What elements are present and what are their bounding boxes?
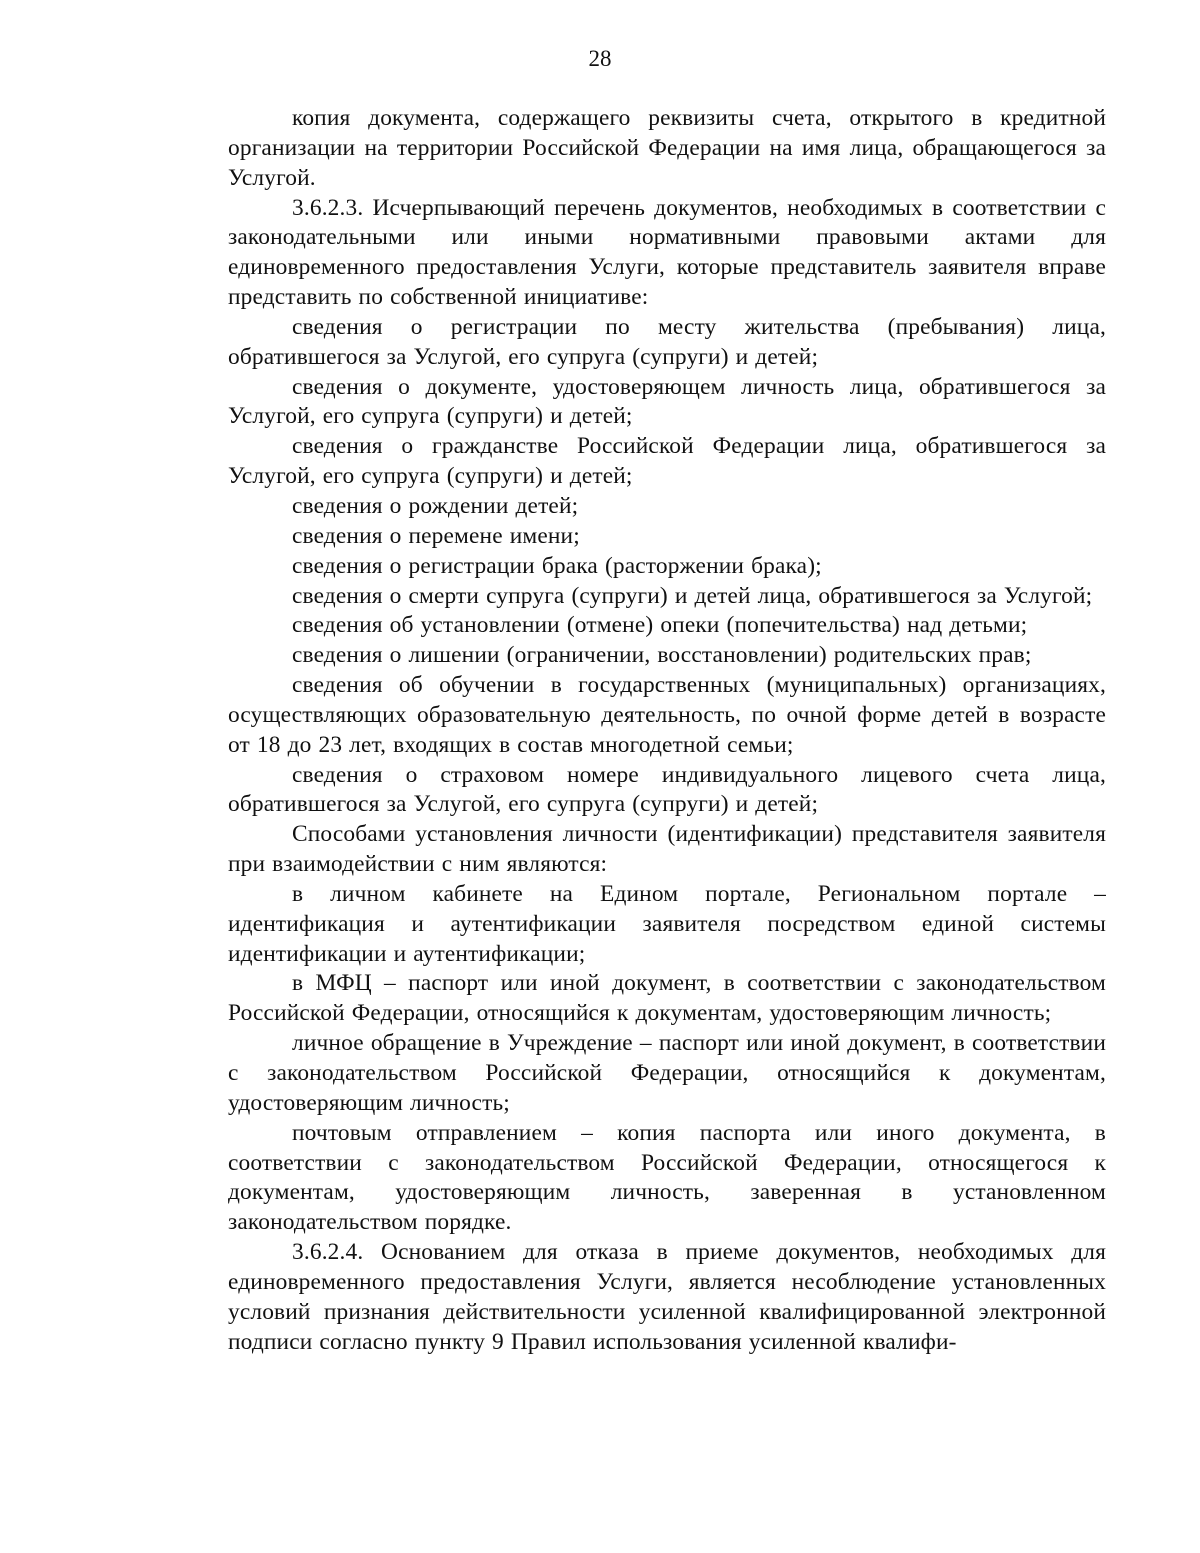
document-body bbox=[228, 104, 1106, 1357]
paragraph: сведения о регистрации по месту жительства (пребывания) лица, обратившегося за Услугой, его супруга (супруги) и детей; bbox=[228, 313, 1106, 370]
paragraph: сведения о перемене имени; bbox=[292, 522, 580, 549]
paragraph: сведения о регистрации брака (расторжении брака); bbox=[292, 552, 822, 579]
paragraph: сведения о смерти супруга (супруги) и детей лица, обратившегося за Услугой; bbox=[292, 582, 1093, 609]
paragraph: почтовым отправлением – копия паспорта или иного документа, в соответствии с законодательством Российской Федерации, относящегося к документам, удостоверяющим личность, заверенная в установленном законодательством порядке. bbox=[228, 1119, 1106, 1236]
paragraph: личное обращение в Учреждение – паспорт или иной документ, в соответствии с законодательством Российской Федерации, относящийся к документам, удостоверяющим личность; bbox=[228, 1030, 1106, 1116]
paragraph: в личном кабинете на Едином портале, Региональном портале – идентификация и аутентификации заявителя посредством единой системы идентификации и аутентификации; bbox=[228, 880, 1106, 967]
paragraph: сведения об обучении в государственных (муниципальных) организациях, осуществляющих образовательную деятельность, по очной форме детей в возрасте от 18 до 23 лет, входящих в состав многодетной семьи; bbox=[228, 672, 1106, 758]
paragraph: Способами установления личности (идентификации) представителя заявителя при взаимодействии с ним являются: bbox=[228, 821, 1106, 878]
paragraph: 3.6.2.4. Основанием для отказа в приеме документов, необходимых для единовременного предоставления Услуги, является несоблюдение установленных условий признания действительности усиленной квалифицированной электронной подписи согласно пункту 9 Правил использования усиленной квалифи- bbox=[228, 1239, 1106, 1355]
page-number: 28 bbox=[588, 46, 612, 71]
paragraph: 3.6.2.3. Исчерпывающий перечень документов, необходимых в соответствии с законодательными или иными нормативными правовыми актами для единовременного предоставления Услуги, которые представитель заявителя вправе представить по собственной инициативе: bbox=[228, 194, 1106, 311]
paragraph: сведения о лишении (ограничении, восстановлении) родительских прав; bbox=[292, 642, 1032, 669]
paragraph: в МФЦ – паспорт или иной документ, в соответствии с законодательством Российской Федерации, относящийся к документам, удостоверяющим личность; bbox=[228, 970, 1106, 1027]
paragraph: сведения о гражданстве Российской Федерации лица, обратившегося за Услугой, его супруга (супруги) и детей; bbox=[228, 433, 1106, 490]
paragraph: сведения о страховом номере индивидуального лицевого счета лица, обратившегося за Услугой, его супруга (супруги) и детей; bbox=[228, 761, 1106, 818]
paragraph: сведения о документе, удостоверяющем личность лица, обратившегося за Услугой, его супруга (супруги) и детей; bbox=[228, 373, 1106, 430]
paragraph: сведения о рождении детей; bbox=[292, 492, 579, 519]
paragraph: сведения об установлении (отмене) опеки (попечительства) над детьми; bbox=[292, 612, 1028, 639]
paragraph: копия документа, содержащего реквизиты счета, открытого в кредитной организации на территории Российской Федерации на имя лица, обращающегося за Услугой. bbox=[228, 105, 1106, 191]
